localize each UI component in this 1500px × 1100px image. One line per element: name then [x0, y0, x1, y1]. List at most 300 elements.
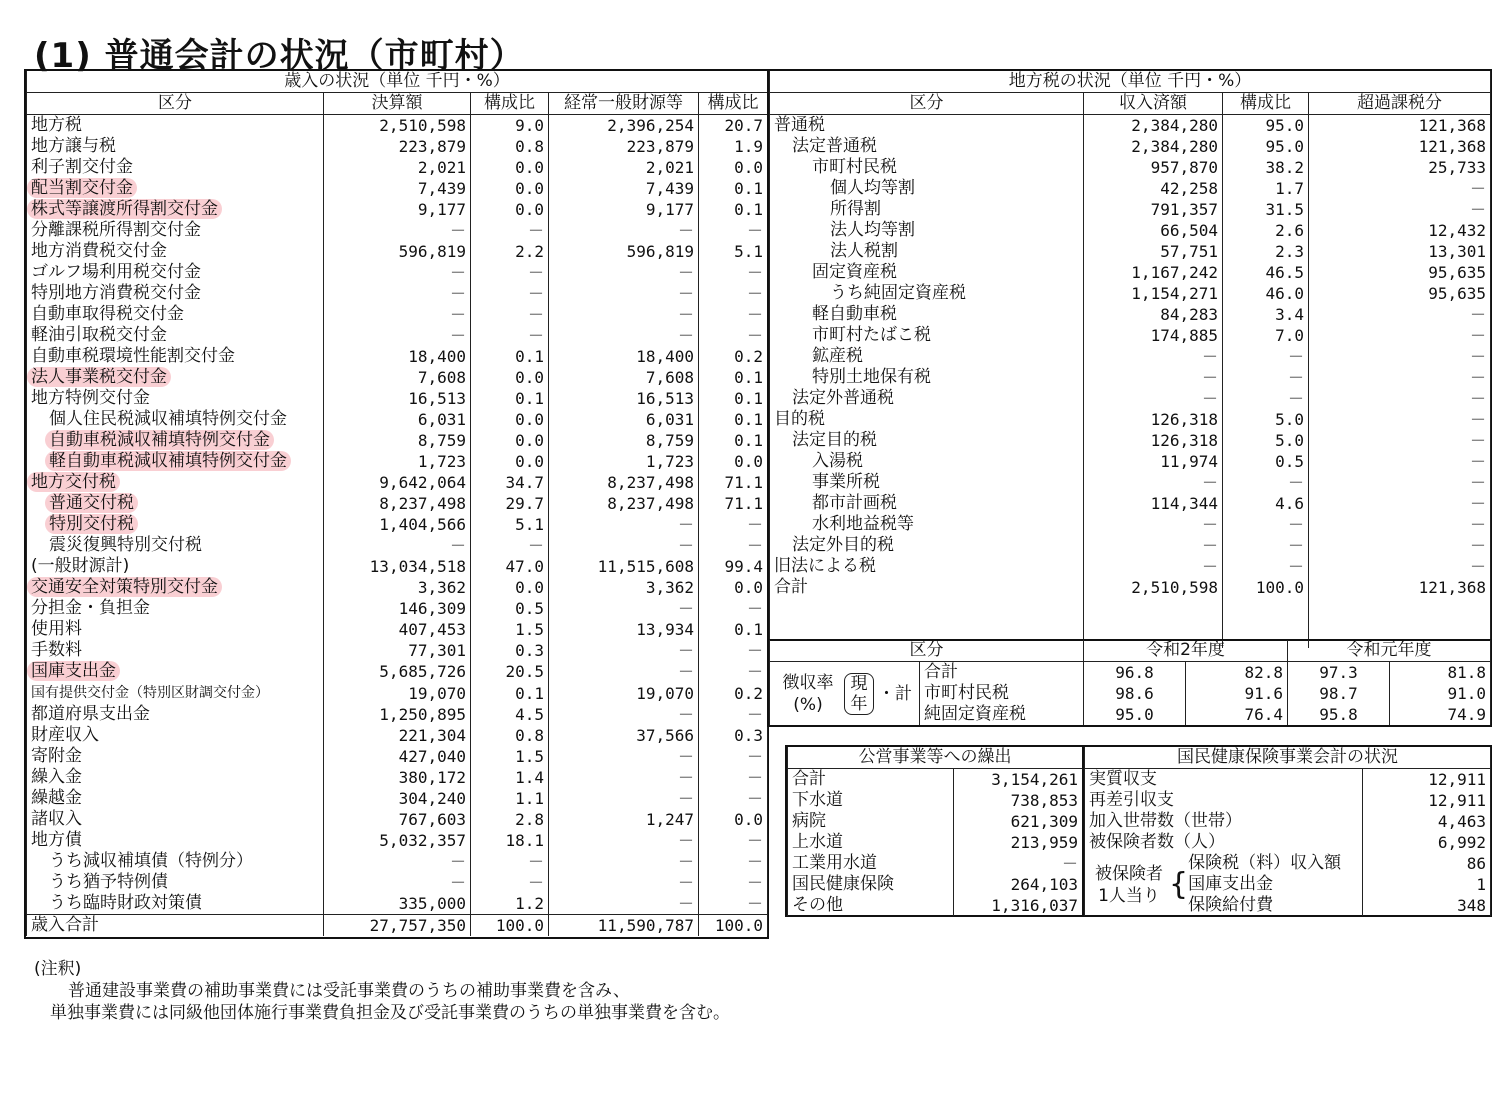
local-tax-row: [770, 220, 1491, 241]
revenue-amount: 767,603: [324, 809, 471, 830]
revenue-cell-label: [27, 451, 324, 472]
revenue-row: [27, 136, 768, 157]
local-tax-label: 軽自動車税: [770, 304, 1084, 325]
revenue-general: －: [549, 535, 699, 556]
revenue-general: 19,070: [549, 682, 699, 704]
revenue-general: 11,515,608: [549, 556, 699, 577]
local-tax-ratio: 38.2: [1223, 157, 1309, 178]
revenue-ratio: 20.5: [471, 661, 549, 682]
revenue-general: －: [549, 767, 699, 788]
local-tax-amount: 1,167,242: [1084, 262, 1223, 283]
local-tax-header-category: 区分: [770, 93, 1084, 115]
local-tax-label: 事業所税: [770, 472, 1084, 493]
revenue-gratio: －: [699, 830, 768, 851]
nhi-value: 4,463: [1363, 811, 1491, 832]
revenue-ratio: 1.4: [471, 767, 549, 788]
revenue-gratio: －: [699, 598, 768, 619]
nhi-label: 加入世帯数（世帯）: [1085, 811, 1363, 832]
revenue-table: [24, 69, 769, 939]
revenue-amount: 6,031: [324, 409, 471, 430]
revenue-general: 2,396,254: [549, 115, 699, 137]
local-tax-row: [770, 472, 1491, 493]
revenue-gratio: －: [699, 788, 768, 809]
revenue-gratio: －: [699, 661, 768, 682]
transfer-label: 工業用水道: [788, 853, 954, 874]
local-tax-ratio: 2.6: [1223, 220, 1309, 241]
local-tax-label: 市町村たばこ税: [770, 325, 1084, 346]
local-tax-excess: 121,368: [1309, 577, 1491, 598]
revenue-row: [27, 830, 768, 851]
revenue-ratio: 1.5: [471, 619, 549, 640]
revenue-label: 軽油引取税交付金: [31, 325, 167, 345]
revenue-ratio: －: [471, 262, 549, 283]
revenue-general: －: [549, 325, 699, 346]
local-tax-ratio: 31.5: [1223, 199, 1309, 220]
local-tax-label: 法定普通税: [770, 136, 1084, 157]
revenue-label: 国有提供交付金（特別区財調交付金）: [31, 685, 269, 701]
revenue-amount: 13,034,518: [324, 556, 471, 577]
local-tax-amount: －: [1084, 556, 1223, 577]
collection-value: 76.4: [1186, 704, 1288, 725]
revenue-amount: 335,000: [324, 893, 471, 915]
revenue-row: [27, 809, 768, 830]
revenue-general: 8,237,498: [549, 493, 699, 514]
revenue-amount: 1,250,895: [324, 704, 471, 725]
revenue-ratio: 0.8: [471, 136, 549, 157]
revenue-cell-label: [27, 725, 324, 746]
local-tax-row: [770, 493, 1491, 514]
transfer-value: 621,309: [954, 811, 1083, 832]
revenue-label: 国庫支出金: [27, 661, 120, 681]
revenue-amount: －: [324, 262, 471, 283]
local-tax-label: 個人均等割: [770, 178, 1084, 199]
collection-rate-label: 徴収率: [782, 672, 834, 693]
revenue-label: 諸収入: [31, 809, 82, 829]
revenue-label: 地方譲与税: [31, 136, 116, 156]
local-tax-row: [770, 178, 1491, 199]
local-tax-row: [770, 577, 1491, 598]
local-tax-row: [770, 346, 1491, 367]
local-tax-excess: －: [1309, 178, 1491, 199]
revenue-amount: 3,362: [324, 577, 471, 598]
revenue-gratio: 0.0: [699, 577, 768, 598]
nhi-row: [1085, 811, 1491, 832]
page-title: (1) 普通会計の状況（市町村）: [34, 36, 525, 76]
collection-value: 95.0: [1084, 704, 1186, 725]
revenue-cell-label: [27, 809, 324, 830]
revenue-gratio: 1.9: [699, 136, 768, 157]
revenue-general: －: [549, 872, 699, 893]
revenue-amount: 304,240: [324, 788, 471, 809]
revenue-ratio: 0.0: [471, 577, 549, 598]
revenue-row: [27, 682, 768, 704]
revenue-cell-label: [27, 199, 324, 220]
nhi-per-capita-label-1: 被保険者: [1095, 863, 1163, 884]
revenue-ratio: 1.1: [471, 788, 549, 809]
nhi-per-capita-label-2: 1人当り: [1098, 885, 1160, 906]
revenue-ratio: 0.3: [471, 640, 549, 661]
revenue-cell-label: [27, 367, 324, 388]
revenue-label: 自動車税環境性能割交付金: [31, 346, 235, 366]
local-tax-excess: －: [1309, 346, 1491, 367]
collection-value: 95.8: [1288, 704, 1390, 725]
revenue-general: 1,247: [549, 809, 699, 830]
revenue-label: 地方交付税: [27, 472, 120, 492]
revenue-row: [27, 451, 768, 472]
local-tax-label: うち純固定資産税: [770, 283, 1084, 304]
revenue-gratio: 5.1: [699, 241, 768, 262]
revenue-cell-label: [27, 514, 324, 535]
revenue-gratio: －: [699, 304, 768, 325]
revenue-ratio: 9.0: [471, 115, 549, 137]
revenue-header-general-ratio: 構成比: [699, 93, 768, 115]
local-tax-label: 合計: [770, 577, 1084, 598]
local-tax-excess: －: [1309, 388, 1491, 409]
revenue-gratio: －: [699, 746, 768, 767]
local-tax-ratio: 2.3: [1223, 241, 1309, 262]
local-tax-row: [770, 157, 1491, 178]
revenue-ratio: －: [471, 283, 549, 304]
revenue-row: [27, 220, 768, 241]
local-tax-excess: －: [1309, 493, 1491, 514]
revenue-row: [27, 619, 768, 640]
revenue-general: －: [549, 640, 699, 661]
revenue-label: 普通交付税: [45, 493, 138, 513]
revenue-gratio: －: [699, 514, 768, 535]
revenue-label: 地方消費税交付金: [31, 241, 167, 261]
revenue-general: －: [549, 893, 699, 915]
revenue-amount: 18,400: [324, 346, 471, 367]
revenue-ratio: 47.0: [471, 556, 549, 577]
local-tax-ratio: 4.6: [1223, 493, 1309, 514]
revenue-label: 配当割交付金: [27, 178, 137, 198]
collection-rate-unit: (%): [793, 694, 823, 715]
revenue-general: －: [549, 283, 699, 304]
nhi-per-capita-item: 保険税（料）収入額: [1188, 853, 1342, 873]
local-tax-label: 法定外目的税: [770, 535, 1084, 556]
transfer-row: [788, 811, 1083, 832]
nhi-value: 6,992: [1363, 832, 1491, 853]
local-tax-amount: 791,357: [1084, 199, 1223, 220]
revenue-ratio: －: [471, 872, 549, 893]
revenue-label: 軽自動車税減収補填特例交付金: [45, 451, 291, 471]
revenue-cell-label: [27, 241, 324, 262]
revenue-row: [27, 430, 768, 451]
local-tax-excess: 95,635: [1309, 262, 1491, 283]
revenue-row: [27, 767, 768, 788]
local-tax-row: [770, 199, 1491, 220]
revenue-general: 7,608: [549, 367, 699, 388]
collection-header-category: 区分: [770, 640, 1084, 662]
local-tax-label: 水利地益税等: [770, 514, 1084, 535]
revenue-gratio: 100.0: [699, 915, 768, 937]
revenue-general: 596,819: [549, 241, 699, 262]
revenue-cell-label: [27, 346, 324, 367]
local-tax-ratio: －: [1223, 514, 1309, 535]
revenue-cell-label: [27, 640, 324, 661]
local-tax-ratio: －: [1223, 367, 1309, 388]
revenue-ratio: 4.5: [471, 704, 549, 725]
local-tax-amount: －: [1084, 388, 1223, 409]
revenue-gratio: 0.1: [699, 409, 768, 430]
local-tax-row: [770, 388, 1491, 409]
revenue-label: 使用料: [31, 619, 82, 639]
revenue-label: 分担金・負担金: [31, 598, 150, 618]
revenue-general: －: [549, 788, 699, 809]
revenue-label: ゴルフ場利用税交付金: [31, 262, 201, 282]
local-tax-ratio: 100.0: [1223, 577, 1309, 598]
local-tax-row: [770, 556, 1491, 577]
local-tax-amount: 66,504: [1084, 220, 1223, 241]
local-tax-amount: －: [1084, 346, 1223, 367]
revenue-cell-label: [27, 178, 324, 199]
local-tax-ratio: 46.5: [1223, 262, 1309, 283]
revenue-gratio: －: [699, 283, 768, 304]
revenue-amount: －: [324, 325, 471, 346]
revenue-general: 11,590,787: [549, 915, 699, 937]
revenue-label: うち減収補填債（特例分）: [49, 851, 253, 871]
local-tax-excess: －: [1309, 535, 1491, 556]
revenue-general: 1,723: [549, 451, 699, 472]
revenue-amount: 5,032,357: [324, 830, 471, 851]
revenue-ratio: －: [471, 304, 549, 325]
revenue-general: －: [549, 661, 699, 682]
revenue-amount: 596,819: [324, 241, 471, 262]
collection-row-label: 合計: [920, 662, 1084, 684]
local-tax-table: [767, 69, 1492, 641]
local-tax-ratio: －: [1223, 556, 1309, 577]
transfer-value: 264,103: [954, 874, 1083, 895]
local-tax-row: [770, 451, 1491, 472]
revenue-ratio: 0.5: [471, 598, 549, 619]
local-tax-amount: 114,344: [1084, 493, 1223, 514]
revenue-amount: 9,177: [324, 199, 471, 220]
collection-value: 96.8: [1084, 662, 1186, 684]
revenue-amount: 2,510,598: [324, 115, 471, 137]
local-tax-excess: －: [1309, 325, 1491, 346]
revenue-row: [27, 157, 768, 178]
revenue-amount: －: [324, 304, 471, 325]
revenue-ratio: 0.0: [471, 178, 549, 199]
revenue-row: [27, 241, 768, 262]
revenue-label: 法人事業税交付金: [27, 367, 171, 387]
revenue-row: [27, 725, 768, 746]
transfer-row: [788, 790, 1083, 811]
nhi-label: 実質収支: [1085, 769, 1363, 791]
revenue-amount: 427,040: [324, 746, 471, 767]
local-tax-header-ratio: 構成比: [1223, 93, 1309, 115]
revenue-cell-label: [27, 577, 324, 598]
revenue-amount: 16,513: [324, 388, 471, 409]
local-tax-label: 都市計画税: [770, 493, 1084, 514]
local-tax-amount: 2,510,598: [1084, 577, 1223, 598]
revenue-cell-label: [27, 430, 324, 451]
revenue-row: [27, 577, 768, 598]
revenue-gratio: 20.7: [699, 115, 768, 137]
collection-row-label: 市町村民税: [920, 683, 1084, 704]
revenue-cell-label: [27, 325, 324, 346]
revenue-cell-label: [27, 746, 324, 767]
revenue-ratio: 0.1: [471, 346, 549, 367]
revenue-row: [27, 598, 768, 619]
local-tax-label: 目的税: [770, 409, 1084, 430]
transfer-row: [788, 769, 1083, 791]
revenue-general: －: [549, 704, 699, 725]
collection-row-label: 純固定資産税: [920, 704, 1084, 725]
revenue-gratio: 0.1: [699, 199, 768, 220]
revenue-gratio: 0.1: [699, 388, 768, 409]
transfer-label: 国民健康保険: [788, 874, 954, 895]
revenue-ratio: 0.0: [471, 157, 549, 178]
revenue-ratio: 0.0: [471, 409, 549, 430]
local-tax-label: 固定資産税: [770, 262, 1084, 283]
revenue-row: [27, 199, 768, 220]
revenue-general: 18,400: [549, 346, 699, 367]
revenue-ratio: 0.0: [471, 451, 549, 472]
revenue-general: 8,237,498: [549, 472, 699, 493]
nhi-per-capita-value: 1: [1363, 874, 1491, 895]
revenue-cell-label: [27, 136, 324, 157]
revenue-row: [27, 262, 768, 283]
nhi-row: [1085, 832, 1491, 853]
nhi-per-capita-value: 348: [1363, 895, 1491, 916]
revenue-cell-label: [27, 535, 324, 556]
collection-value: 91.6: [1186, 683, 1288, 704]
local-tax-ratio: 3.4: [1223, 304, 1309, 325]
local-tax-excess: 121,368: [1309, 115, 1491, 137]
revenue-row: [27, 535, 768, 556]
nhi-caption: 国民健康保険事業会計の状況: [1085, 747, 1491, 769]
collection-value: 82.8: [1186, 662, 1288, 684]
local-tax-label: 法人税割: [770, 241, 1084, 262]
local-tax-excess: 95,635: [1309, 283, 1491, 304]
transfer-label: その他: [788, 895, 954, 916]
revenue-row: [27, 851, 768, 872]
transfer-label: 下水道: [788, 790, 954, 811]
revenue-ratio: 2.8: [471, 809, 549, 830]
revenue-general: 37,566: [549, 725, 699, 746]
local-tax-ratio: 95.0: [1223, 115, 1309, 137]
revenue-row: [27, 704, 768, 725]
revenue-gratio: 0.1: [699, 367, 768, 388]
revenue-header-amount: 決算額: [324, 93, 471, 115]
local-tax-amount: 11,974: [1084, 451, 1223, 472]
revenue-ratio: 0.1: [471, 388, 549, 409]
revenue-amount: 7,439: [324, 178, 471, 199]
revenue-label: 寄附金: [31, 746, 82, 766]
revenue-general: 3,362: [549, 577, 699, 598]
revenue-general: －: [549, 746, 699, 767]
revenue-cell-label: [27, 409, 324, 430]
revenue-amount: －: [324, 283, 471, 304]
transfer-value: 3,154,261: [954, 769, 1083, 791]
revenue-label: 手数料: [31, 640, 82, 660]
revenue-ratio: 0.0: [471, 367, 549, 388]
revenue-cell-label: [27, 767, 324, 788]
revenue-amount: 7,608: [324, 367, 471, 388]
revenue-general: －: [549, 851, 699, 872]
nhi-label: 被保険者数（人）: [1085, 832, 1363, 853]
revenue-gratio: 0.0: [699, 157, 768, 178]
revenue-cell-label: [27, 157, 324, 178]
local-tax-amount: －: [1084, 535, 1223, 556]
local-tax-excess: －: [1309, 367, 1491, 388]
revenue-amount: 223,879: [324, 136, 471, 157]
revenue-cell-label: [27, 556, 324, 577]
revenue-amount: 146,309: [324, 598, 471, 619]
nhi-row: [1085, 790, 1491, 811]
revenue-label: 都道府県支出金: [31, 704, 150, 724]
collection-value: 98.7: [1288, 683, 1390, 704]
collection-value: 98.6: [1084, 683, 1186, 704]
local-tax-excess: 13,301: [1309, 241, 1491, 262]
revenue-amount: 9,642,064: [324, 472, 471, 493]
revenue-cell-label: [27, 304, 324, 325]
revenue-gratio: 71.1: [699, 472, 768, 493]
revenue-label: 自動車税減収補填特例交付金: [45, 430, 274, 450]
revenue-ratio: －: [471, 535, 549, 556]
revenue-row: [27, 283, 768, 304]
nhi-value: 12,911: [1363, 769, 1491, 791]
revenue-header-category: 区分: [27, 93, 324, 115]
revenue-general: 13,934: [549, 619, 699, 640]
collection-value: 81.8: [1390, 662, 1491, 684]
revenue-gratio: －: [699, 872, 768, 893]
revenue-amount: 1,723: [324, 451, 471, 472]
local-tax-header-amount: 収入済額: [1084, 93, 1223, 115]
revenue-amount: 1,404,566: [324, 514, 471, 535]
revenue-label: 自動車取得税交付金: [31, 304, 184, 324]
transfer-row: [788, 853, 1083, 874]
revenue-ratio: 100.0: [471, 915, 549, 937]
local-tax-ratio: －: [1223, 535, 1309, 556]
revenue-amount: 380,172: [324, 767, 471, 788]
local-tax-row: [770, 262, 1491, 283]
revenue-gratio: －: [699, 851, 768, 872]
revenue-gratio: －: [699, 220, 768, 241]
local-tax-excess: －: [1309, 451, 1491, 472]
revenue-header-general: 経常一般財源等: [549, 93, 699, 115]
revenue-cell-label: [27, 704, 324, 725]
local-tax-label: 法定外普通税: [770, 388, 1084, 409]
local-tax-ratio: 1.7: [1223, 178, 1309, 199]
revenue-label: (一般財源計): [31, 556, 130, 576]
local-tax-ratio: 5.0: [1223, 430, 1309, 451]
revenue-label: 繰入金: [31, 767, 82, 787]
revenue-amount: －: [324, 220, 471, 241]
revenue-general: 2,021: [549, 157, 699, 178]
revenue-gratio: －: [699, 535, 768, 556]
revenue-gratio: 0.0: [699, 451, 768, 472]
local-tax-ratio: －: [1223, 472, 1309, 493]
collection-current-label: 現: [850, 673, 868, 694]
revenue-cell-label: [27, 472, 324, 493]
revenue-general: －: [549, 598, 699, 619]
revenue-cell-label: [27, 893, 324, 915]
revenue-gratio: 0.1: [699, 619, 768, 640]
local-tax-header-excess: 超過課税分: [1309, 93, 1491, 115]
revenue-amount: －: [324, 535, 471, 556]
transfer-row: [788, 874, 1083, 895]
revenue-row: [27, 367, 768, 388]
local-tax-amount: 42,258: [1084, 178, 1223, 199]
revenue-label: 繰越金: [31, 788, 82, 808]
local-tax-excess: －: [1309, 199, 1491, 220]
transfer-value: 738,853: [954, 790, 1083, 811]
local-tax-label: 法人均等割: [770, 220, 1084, 241]
local-tax-ratio: 95.0: [1223, 136, 1309, 157]
revenue-row: [27, 325, 768, 346]
